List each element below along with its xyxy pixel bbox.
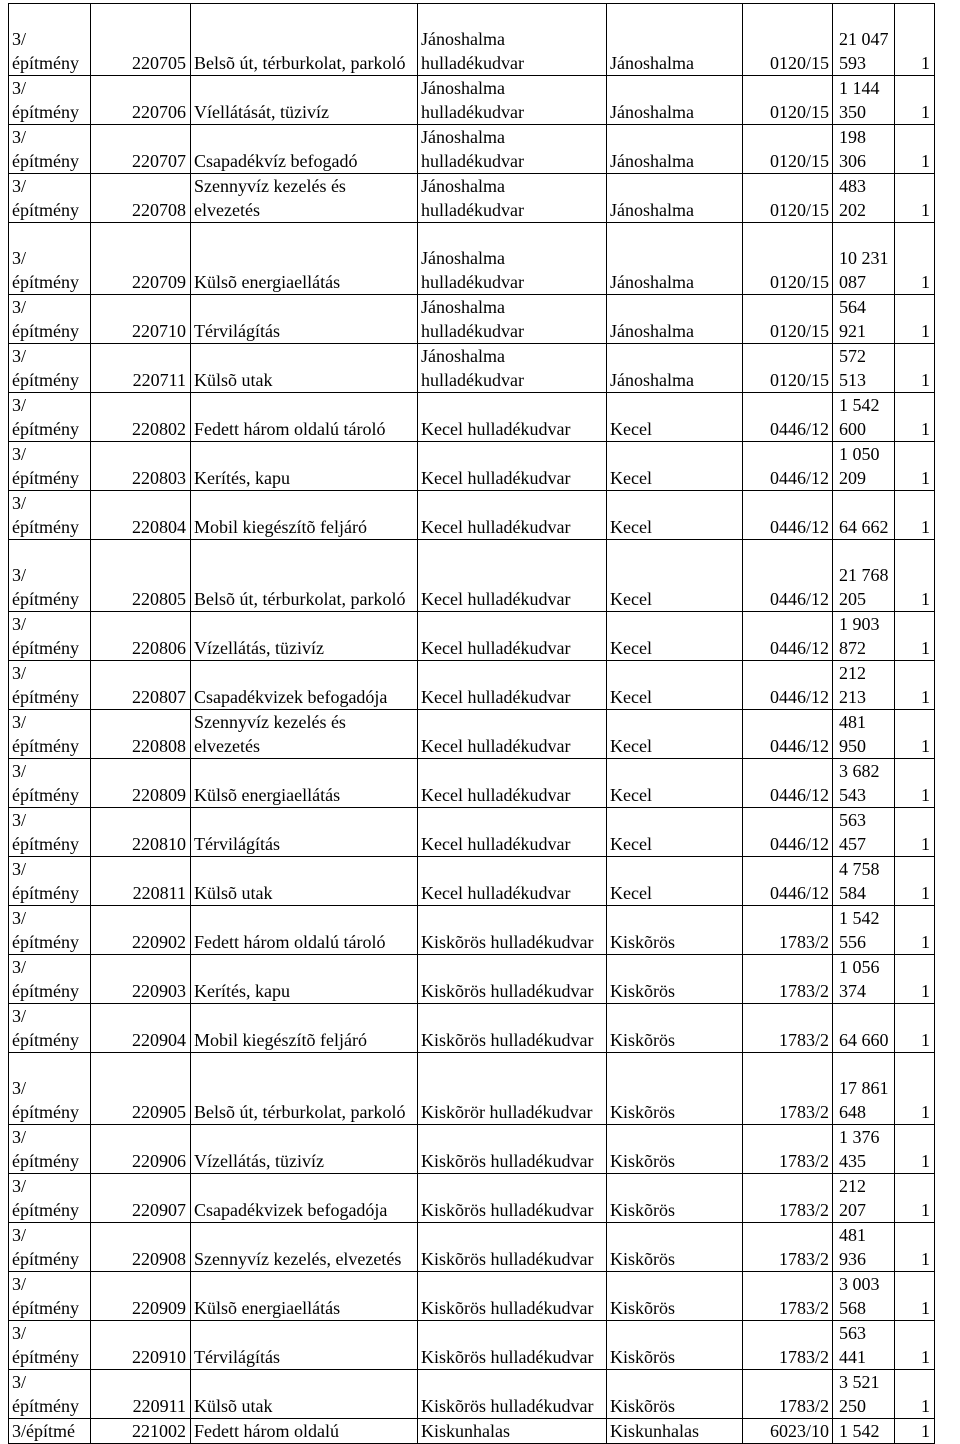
table-row [9,4,935,76]
location-cell: Kiskõrös hulladékudvar [418,1223,607,1272]
qty-cell: 1 [895,1321,935,1370]
name-cell: Csapadékvizek befogadója [191,1174,418,1223]
qty-cell: 1 [895,1223,935,1272]
table-row [9,857,935,906]
name-cell: Szennyvíz kezelés, elvezetés [191,1223,418,1272]
code-cell: 221002 [91,1419,191,1444]
location-cell: Kiskõrös hulladékudvar [418,1174,607,1223]
location-cell: Kiskõrös hulladékudvar [418,1370,607,1419]
code-cell: 220705 [91,4,191,76]
qty-cell: 1 [895,344,935,393]
name-cell: Vízellátás, tüzivíz [191,1125,418,1174]
name-cell: Térvilágítás [191,295,418,344]
qty-cell: 1 [895,710,935,759]
type-cell: 3/építmé [9,1419,91,1444]
parcel-cell: 1783/2 [743,955,833,1004]
table-row [9,540,935,612]
town-cell: Kecel [607,442,743,491]
code-cell: 220805 [91,540,191,612]
parcel-cell: 0446/12 [743,540,833,612]
type-cell: 3/építmény [9,1004,91,1053]
qty-cell: 1 [895,540,935,612]
table-row [9,955,935,1004]
qty-cell: 1 [895,491,935,540]
qty-cell: 1 [895,1174,935,1223]
type-cell: 3/építmény [9,491,91,540]
name-cell: Külsõ utak [191,857,418,906]
location-cell: Kiskõrös hulladékudvar [418,1004,607,1053]
name-cell: Külsõ energiaellátás [191,223,418,295]
code-cell: 220807 [91,661,191,710]
parcel-cell: 0446/12 [743,808,833,857]
table-row [9,344,935,393]
town-cell: Kecel [607,759,743,808]
table-row [9,1004,935,1053]
location-cell: Kiskunhalas [418,1419,607,1444]
location-cell: Jánoshalma hulladékudvar [418,125,607,174]
amount-cell: 64 660 [833,1004,895,1053]
town-cell: Jánoshalma [607,76,743,125]
town-cell: Kiskõrös [607,1223,743,1272]
town-cell: Jánoshalma [607,295,743,344]
town-cell: Kiskõrös [607,1321,743,1370]
town-cell: Jánoshalma [607,125,743,174]
code-cell: 220706 [91,76,191,125]
qty-cell: 1 [895,76,935,125]
type-cell: 3/építmény [9,442,91,491]
type-cell: 3/építmény [9,808,91,857]
name-cell: Szennyvíz kezelés és elvezetés [191,174,418,223]
table-row [9,1125,935,1174]
table-row [9,906,935,955]
type-cell: 3/építmény [9,393,91,442]
amount-cell: 564 921 [833,295,895,344]
location-cell: Kiskõrös hulladékudvar [418,1321,607,1370]
location-cell: Kecel hulladékudvar [418,442,607,491]
type-cell: 3/építmény [9,612,91,661]
qty-cell: 1 [895,857,935,906]
town-cell: Kiskõrös [607,1053,743,1125]
location-cell: Kecel hulladékudvar [418,759,607,808]
amount-cell: 481 936 [833,1223,895,1272]
town-cell: Kiskõrös [607,1004,743,1053]
type-cell: 3/építmény [9,344,91,393]
qty-cell: 1 [895,1419,935,1444]
location-cell: Kecel hulladékudvar [418,491,607,540]
amount-cell: 4 758 584 [833,857,895,906]
qty-cell: 1 [895,1004,935,1053]
amount-cell: 1 542 [833,1419,895,1444]
asset-table [8,3,935,1444]
name-cell: Mobil kiegészítõ feljáró [191,491,418,540]
code-cell: 220903 [91,955,191,1004]
name-cell: Kerítés, kapu [191,955,418,1004]
type-cell: 3/építmény [9,1223,91,1272]
parcel-cell: 1783/2 [743,1272,833,1321]
location-cell: Jánoshalma hulladékudvar [418,4,607,76]
code-cell: 220711 [91,344,191,393]
location-cell: Kecel hulladékudvar [418,710,607,759]
code-cell: 220710 [91,295,191,344]
name-cell: Belsõ út, térburkolat, parkoló [191,540,418,612]
type-cell: 3/építmény [9,4,91,76]
qty-cell: 1 [895,1125,935,1174]
amount-cell: 1 376 435 [833,1125,895,1174]
amount-cell: 563 457 [833,808,895,857]
code-cell: 220909 [91,1272,191,1321]
type-cell: 3/építmény [9,223,91,295]
code-cell: 220806 [91,612,191,661]
amount-cell: 21 047 593 [833,4,895,76]
code-cell: 220811 [91,857,191,906]
code-cell: 220902 [91,906,191,955]
type-cell: 3/építmény [9,955,91,1004]
table-body [9,4,935,1444]
amount-cell: 483 202 [833,174,895,223]
qty-cell: 1 [895,1272,935,1321]
qty-cell: 1 [895,955,935,1004]
qty-cell: 1 [895,295,935,344]
amount-cell: 1 056 374 [833,955,895,1004]
code-cell: 220708 [91,174,191,223]
code-cell: 220910 [91,1321,191,1370]
table-row [9,612,935,661]
code-cell: 220904 [91,1004,191,1053]
location-cell: Kecel hulladékudvar [418,661,607,710]
table-row [9,759,935,808]
name-cell: Csapadékvizek befogadója [191,661,418,710]
location-cell: Kiskõrös hulladékudvar [418,955,607,1004]
amount-cell: 21 768 205 [833,540,895,612]
name-cell: Térvilágítás [191,808,418,857]
table-row [9,808,935,857]
town-cell: Kecel [607,612,743,661]
town-cell: Kecel [607,540,743,612]
amount-cell: 563 441 [833,1321,895,1370]
name-cell: Fedett három oldalú tároló [191,393,418,442]
parcel-cell: 1783/2 [743,1321,833,1370]
amount-cell: 198 306 [833,125,895,174]
qty-cell: 1 [895,906,935,955]
town-cell: Kecel [607,393,743,442]
table-row [9,491,935,540]
parcel-cell: 0446/12 [743,491,833,540]
town-cell: Jánoshalma [607,344,743,393]
town-cell: Kiskõrös [607,1272,743,1321]
type-cell: 3/építmény [9,1272,91,1321]
table-row [9,125,935,174]
amount-cell: 1 542 600 [833,393,895,442]
location-cell: Kecel hulladékudvar [418,393,607,442]
location-cell: Kecel hulladékudvar [418,540,607,612]
code-cell: 220907 [91,1174,191,1223]
type-cell: 3/építmény [9,1370,91,1419]
code-cell: 220803 [91,442,191,491]
table-row [9,223,935,295]
name-cell: Külsõ energiaellátás [191,759,418,808]
type-cell: 3/építmény [9,76,91,125]
qty-cell: 1 [895,1053,935,1125]
code-cell: 220808 [91,710,191,759]
town-cell: Kiskõrös [607,955,743,1004]
type-cell: 3/építmény [9,710,91,759]
amount-cell: 3 682 543 [833,759,895,808]
location-cell: Kecel hulladékudvar [418,612,607,661]
location-cell: Kiskõrös hulladékudvar [418,1125,607,1174]
amount-cell: 212 207 [833,1174,895,1223]
table-row [9,1174,935,1223]
qty-cell: 1 [895,442,935,491]
name-cell: Szennyvíz kezelés és elvezetés [191,710,418,759]
parcel-cell: 0120/15 [743,295,833,344]
town-cell: Jánoshalma [607,223,743,295]
name-cell: Belsõ út, térburkolat, parkoló [191,4,418,76]
table-row [9,1370,935,1419]
amount-cell: 10 231 087 [833,223,895,295]
name-cell: Külsõ utak [191,344,418,393]
parcel-cell: 0446/12 [743,393,833,442]
table-row [9,1053,935,1125]
parcel-cell: 1783/2 [743,906,833,955]
table-row [9,661,935,710]
qty-cell: 1 [895,125,935,174]
amount-cell: 3 003 568 [833,1272,895,1321]
parcel-cell: 0446/12 [743,442,833,491]
parcel-cell: 0446/12 [743,661,833,710]
town-cell: Kecel [607,491,743,540]
table-row [9,1321,935,1370]
code-cell: 220709 [91,223,191,295]
parcel-cell: 1783/2 [743,1053,833,1125]
name-cell: Térvilágítás [191,1321,418,1370]
name-cell: Mobil kiegészítõ feljáró [191,1004,418,1053]
location-cell: Kecel hulladékudvar [418,808,607,857]
code-cell: 220804 [91,491,191,540]
town-cell: Kecel [607,808,743,857]
qty-cell: 1 [895,661,935,710]
town-cell: Kecel [607,857,743,906]
parcel-cell: 0120/15 [743,4,833,76]
table-row [9,393,935,442]
location-cell: Jánoshalma hulladékudvar [418,344,607,393]
name-cell: Csapadékvíz befogadó [191,125,418,174]
location-cell: Jánoshalma hulladékudvar [418,174,607,223]
town-cell: Kiskõrös [607,1174,743,1223]
type-cell: 3/építmény [9,174,91,223]
name-cell: Fedett három oldalú tároló [191,906,418,955]
table-row [9,1223,935,1272]
parcel-cell: 1783/2 [743,1223,833,1272]
location-cell: Kiskõrör hulladékudvar [418,1053,607,1125]
name-cell: Belsõ út, térburkolat, parkoló [191,1053,418,1125]
code-cell: 220809 [91,759,191,808]
type-cell: 3/építmény [9,906,91,955]
type-cell: 3/építmény [9,1125,91,1174]
location-cell: Kiskõrös hulladékudvar [418,906,607,955]
code-cell: 220905 [91,1053,191,1125]
amount-cell: 1 144 350 [833,76,895,125]
type-cell: 3/építmény [9,1174,91,1223]
code-cell: 220810 [91,808,191,857]
parcel-cell: 1783/2 [743,1125,833,1174]
qty-cell: 1 [895,393,935,442]
amount-cell: 1 542 556 [833,906,895,955]
parcel-cell: 0120/15 [743,344,833,393]
amount-cell: 3 521 250 [833,1370,895,1419]
qty-cell: 1 [895,808,935,857]
town-cell: Kecel [607,710,743,759]
town-cell: Jánoshalma [607,4,743,76]
qty-cell: 1 [895,1370,935,1419]
type-cell: 3/építmény [9,125,91,174]
amount-cell: 64 662 [833,491,895,540]
parcel-cell: 0446/12 [743,857,833,906]
location-cell: Jánoshalma hulladékudvar [418,76,607,125]
type-cell: 3/építmény [9,661,91,710]
town-cell: Jánoshalma [607,174,743,223]
location-cell: Jánoshalma hulladékudvar [418,223,607,295]
amount-cell: 572 513 [833,344,895,393]
code-cell: 220906 [91,1125,191,1174]
table-row [9,76,935,125]
table-row [9,1272,935,1321]
town-cell: Kecel [607,661,743,710]
name-cell: Víellátását, tüzivíz [191,76,418,125]
town-cell: Kiskõrös [607,1125,743,1174]
name-cell: Külsõ utak [191,1370,418,1419]
code-cell: 220911 [91,1370,191,1419]
parcel-cell: 1783/2 [743,1174,833,1223]
amount-cell: 1 050 209 [833,442,895,491]
table-row [9,710,935,759]
type-cell: 3/építmény [9,1053,91,1125]
amount-cell: 17 861 648 [833,1053,895,1125]
qty-cell: 1 [895,174,935,223]
location-cell: Kiskõrös hulladékudvar [418,1272,607,1321]
type-cell: 3/építmény [9,857,91,906]
parcel-cell: 0120/15 [743,76,833,125]
amount-cell: 481 950 [833,710,895,759]
type-cell: 3/építmény [9,295,91,344]
qty-cell: 1 [895,223,935,295]
location-cell: Jánoshalma hulladékudvar [418,295,607,344]
table-row [9,295,935,344]
qty-cell: 1 [895,759,935,808]
parcel-cell: 1783/2 [743,1370,833,1419]
code-cell: 220707 [91,125,191,174]
parcel-cell: 0446/12 [743,612,833,661]
name-cell: Külsõ energiaellátás [191,1272,418,1321]
parcel-cell: 0446/12 [743,710,833,759]
type-cell: 3/építmény [9,1321,91,1370]
parcel-cell: 6023/10 [743,1419,833,1444]
parcel-cell: 0446/12 [743,759,833,808]
parcel-cell: 1783/2 [743,1004,833,1053]
type-cell: 3/építmény [9,759,91,808]
amount-cell: 212 213 [833,661,895,710]
town-cell: Kiskõrös [607,906,743,955]
name-cell: Vízellátás, tüzivíz [191,612,418,661]
town-cell: Kiskõrös [607,1370,743,1419]
table-row [9,442,935,491]
code-cell: 220802 [91,393,191,442]
parcel-cell: 0120/15 [743,223,833,295]
amount-cell: 1 903 872 [833,612,895,661]
table-row [9,174,935,223]
qty-cell: 1 [895,4,935,76]
type-cell: 3/építmény [9,540,91,612]
name-cell: Fedett három oldalú [191,1419,418,1444]
town-cell: Kiskunhalas [607,1419,743,1444]
qty-cell: 1 [895,612,935,661]
code-cell: 220908 [91,1223,191,1272]
parcel-cell: 0120/15 [743,174,833,223]
parcel-cell: 0120/15 [743,125,833,174]
location-cell: Kecel hulladékudvar [418,857,607,906]
name-cell: Kerítés, kapu [191,442,418,491]
